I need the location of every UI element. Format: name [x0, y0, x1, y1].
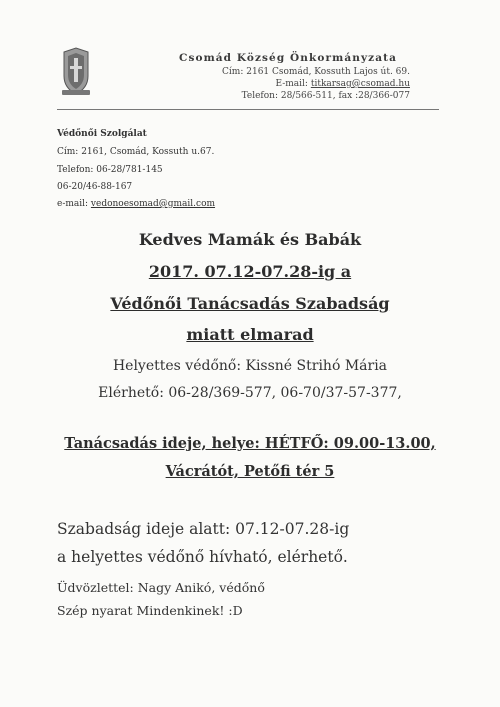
- service-email-line: [57, 198, 215, 210]
- municipality-email[interactable]: titkarsag@csomad.hu: [310, 79, 410, 89]
- service-title: Védőnői Szolgálat: [57, 129, 147, 139]
- consultation-place: Vácrátót, Petőfi tér 5: [165, 463, 335, 480]
- substitute-nurse: Helyettes védőnő: Kissné Strihó Mária: [112, 358, 388, 374]
- coat-of-arms-icon: [60, 46, 92, 98]
- dates-heading: 2017. 07.12-07.28-ig a: [148, 262, 352, 281]
- letterhead-divider: [57, 109, 439, 110]
- municipality-address: Cím: 2161 Csomád, Kossuth Lajos út. 69.: [222, 67, 410, 77]
- municipality-name: Csomád Község Önkormányzata: [179, 52, 397, 64]
- service-email[interactable]: vedonoesomad@gmail.com: [90, 199, 216, 209]
- signature-line: Üdvözlettel: Nagy Anikó, védőnő: [57, 580, 265, 595]
- service-phone-2: 06-20/46-88-167: [57, 182, 133, 192]
- subject-heading: Védőnői Tanácsadás Szabadság: [110, 294, 390, 313]
- greeting-heading: Kedves Mamák és Babák: [138, 230, 362, 249]
- municipality-email-line: [160, 79, 410, 90]
- email-label: E-mail:: [275, 79, 311, 89]
- reachable-note: a helyettes védőnő hívható, elérhető.: [57, 548, 348, 566]
- service-phone-1: Telefon: 06-28/781-145: [57, 165, 163, 175]
- service-email-label: e-mail:: [57, 199, 91, 209]
- closing-wish: Szép nyarat Mindenkinek! :D: [57, 603, 243, 618]
- municipality-phone: Telefon: 28/566-511, fax :28/366-077: [241, 91, 410, 101]
- reason-heading: miatt elmarad: [186, 325, 314, 344]
- vacation-period: Szabadság ideje alatt: 07.12-07.28-ig: [57, 520, 350, 538]
- consultation-time: Tanácsadás ideje, helye: HÉTFŐ: 09.00-13.00,: [64, 435, 436, 452]
- substitute-contact: Elérhető: 06-28/369-577, 06-70/37-57-377,: [98, 385, 402, 401]
- service-address: Cím: 2161, Csomád, Kossuth u.67.: [57, 147, 215, 157]
